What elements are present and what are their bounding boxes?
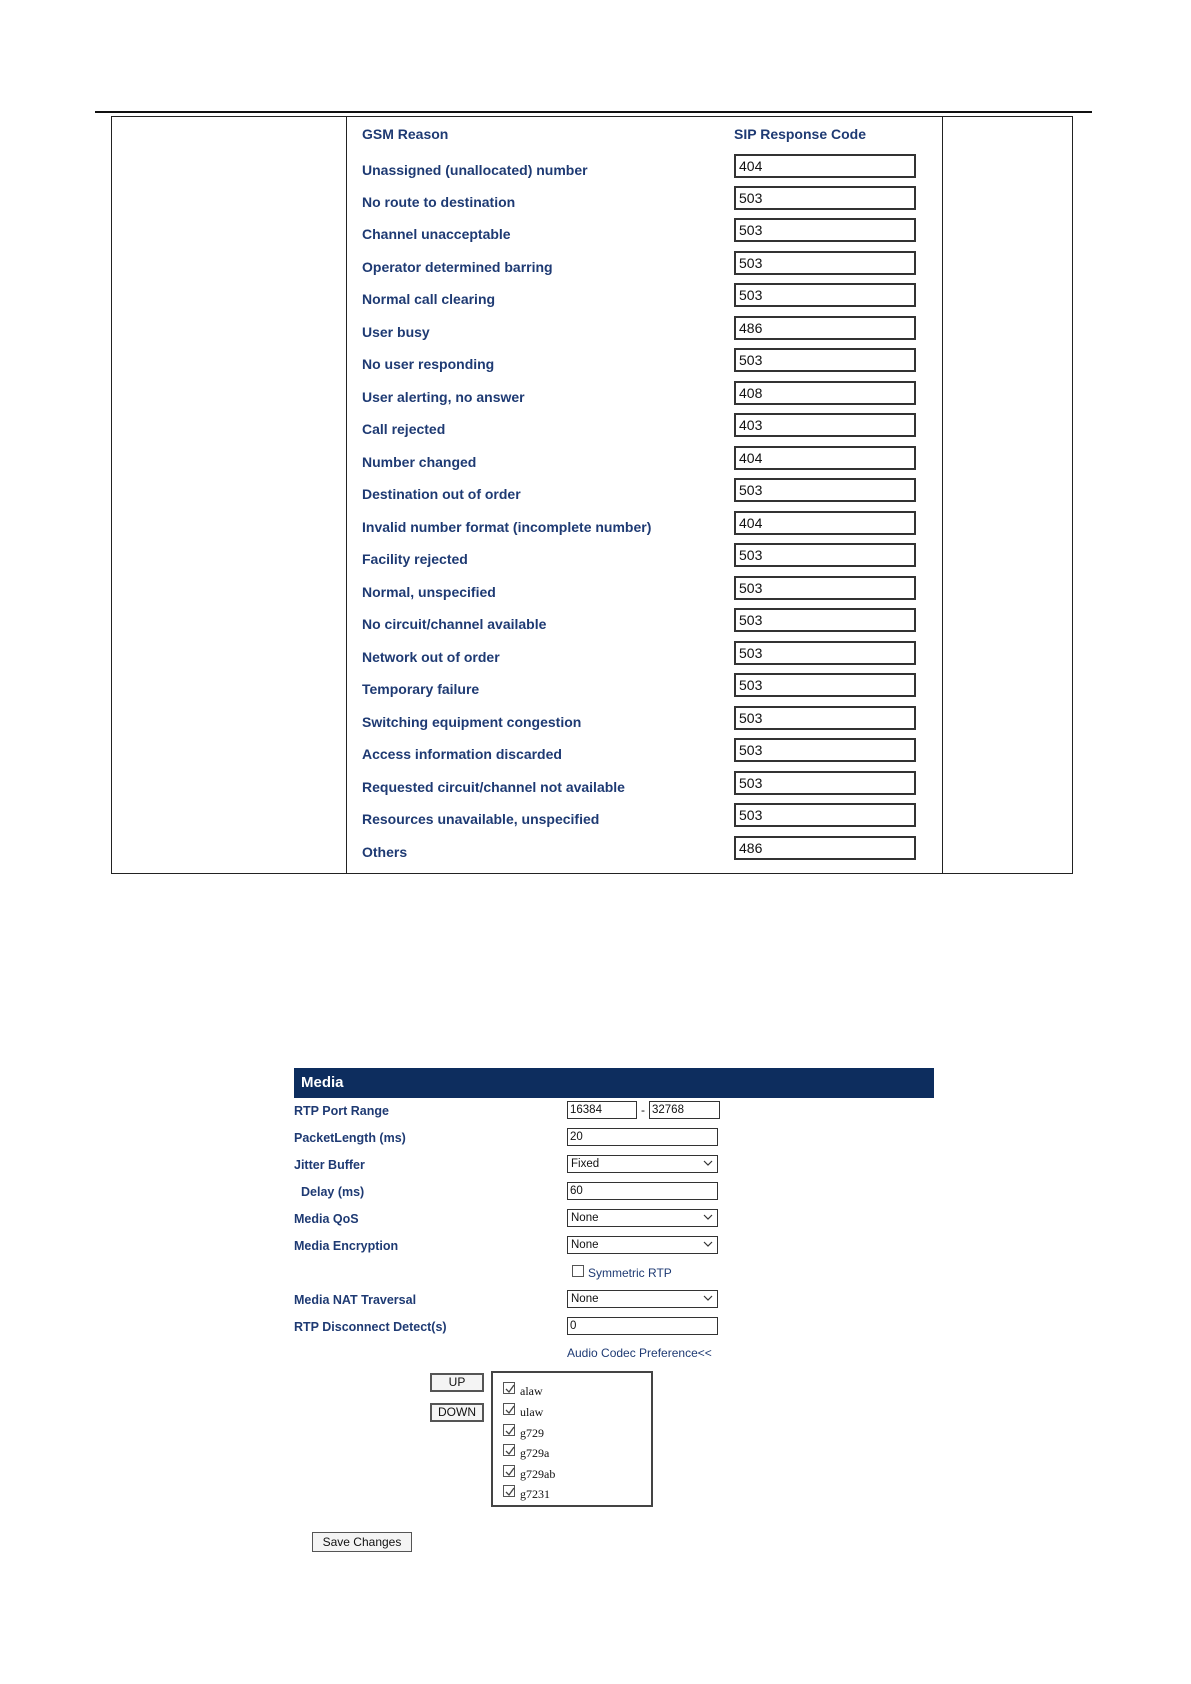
audio-codec-preference-link[interactable]: Audio Codec Preference<< xyxy=(567,1346,712,1360)
rtp-port-start-input[interactable] xyxy=(567,1101,637,1119)
table-divider-right xyxy=(942,116,943,874)
media-nat-traversal-select[interactable] xyxy=(567,1290,718,1308)
media-qos-selected: None xyxy=(571,1212,599,1224)
table-row xyxy=(362,511,917,543)
check-icon xyxy=(504,1425,516,1437)
sip-code-input[interactable] xyxy=(734,543,916,567)
table-row xyxy=(362,348,917,380)
symmetric-rtp-label: Symmetric RTP xyxy=(588,1266,672,1280)
sip-code-input[interactable] xyxy=(734,154,916,178)
packet-length-input[interactable] xyxy=(567,1128,718,1146)
gsm-reason-label: Resources unavailable, unspecified xyxy=(362,811,600,827)
chevron-down-icon xyxy=(703,1158,713,1168)
media-encryption-label: Media Encryption xyxy=(294,1239,399,1253)
codec-checkbox[interactable] xyxy=(503,1382,515,1394)
jitter-buffer-select[interactable] xyxy=(567,1155,718,1173)
page-top-rule xyxy=(95,111,1092,113)
table-row xyxy=(362,154,917,186)
jitter-buffer-selected: Fixed xyxy=(571,1158,600,1170)
table-row xyxy=(362,641,917,673)
sip-code-input[interactable] xyxy=(734,803,916,827)
table-row xyxy=(362,251,917,283)
gsm-reason-label: Switching equipment congestion xyxy=(362,714,582,730)
codec-name: g729 xyxy=(520,1426,544,1440)
sip-code-input[interactable] xyxy=(734,348,916,372)
check-icon xyxy=(504,1404,516,1416)
table-row xyxy=(362,218,917,250)
media-nat-traversal-label: Media NAT Traversal xyxy=(294,1293,417,1307)
delay-label: Delay (ms) xyxy=(301,1185,365,1199)
table-row xyxy=(362,381,917,413)
gsm-reason-label: Others xyxy=(362,844,408,860)
sip-code-input[interactable] xyxy=(734,446,916,470)
codec-name: g729ab xyxy=(520,1467,556,1481)
gsm-reason-label: Requested circuit/channel not available xyxy=(362,779,625,795)
sip-code-input[interactable] xyxy=(734,641,916,665)
table-row xyxy=(362,803,917,835)
check-icon xyxy=(504,1486,516,1498)
rtp-disconnect-input[interactable] xyxy=(567,1317,718,1335)
chevron-down-icon xyxy=(703,1212,713,1222)
gsm-reason-label: Call rejected xyxy=(362,421,446,437)
gsm-reason-label: Number changed xyxy=(362,454,477,470)
rtp-port-range-label: RTP Port Range xyxy=(294,1104,389,1118)
chevron-down-icon xyxy=(703,1239,713,1249)
table-row xyxy=(362,478,917,510)
codec-name: g7231 xyxy=(520,1487,550,1501)
table-row xyxy=(362,543,917,575)
codec-list xyxy=(491,1371,653,1507)
sip-code-input[interactable] xyxy=(734,836,916,860)
gsm-reason-label: No user responding xyxy=(362,356,495,372)
codec-name: alaw xyxy=(520,1384,543,1398)
sip-code-input[interactable] xyxy=(734,413,916,437)
codec-checkbox[interactable] xyxy=(503,1485,515,1497)
sip-code-input[interactable] xyxy=(734,738,916,762)
gsm-reason-label: User busy xyxy=(362,324,430,340)
codec-name: ulaw xyxy=(520,1405,544,1419)
media-encryption-select[interactable] xyxy=(567,1236,718,1254)
sip-code-input[interactable] xyxy=(734,218,916,242)
table-row xyxy=(362,771,917,803)
table-row xyxy=(362,316,917,348)
sip-code-input[interactable] xyxy=(734,706,916,730)
table-row xyxy=(362,738,917,770)
save-changes-button[interactable]: Save Changes xyxy=(312,1532,412,1552)
delay-input[interactable] xyxy=(567,1182,718,1200)
table-row xyxy=(362,186,917,218)
media-panel-header: Media xyxy=(294,1068,934,1098)
sip-code-input[interactable] xyxy=(734,316,916,340)
sip-code-input[interactable] xyxy=(734,576,916,600)
port-range-separator: - xyxy=(641,1103,645,1117)
gsm-reason-label: Normal call clearing xyxy=(362,291,496,307)
codec-name: g729a xyxy=(520,1446,550,1460)
codec-checkbox[interactable] xyxy=(503,1403,515,1415)
gsm-reason-label: Access information discarded xyxy=(362,746,562,762)
gsm-reason-label: Unassigned (unallocated) number xyxy=(362,162,588,178)
table-row xyxy=(362,576,917,608)
media-qos-label: Media QoS xyxy=(294,1212,359,1226)
gsm-reason-label: Facility rejected xyxy=(362,551,468,567)
sip-code-input[interactable] xyxy=(734,771,916,795)
sip-code-input[interactable] xyxy=(734,511,916,535)
sip-code-input[interactable] xyxy=(734,283,916,307)
media-encryption-selected: None xyxy=(571,1239,599,1251)
sip-response-code-header: SIP Response Code xyxy=(734,126,867,142)
gsm-reason-label: No route to destination xyxy=(362,194,516,210)
sip-code-input[interactable] xyxy=(734,673,916,697)
gsm-reason-label: No circuit/channel available xyxy=(362,616,547,632)
table-row xyxy=(362,836,917,868)
table-row xyxy=(362,446,917,478)
codec-checkbox[interactable] xyxy=(503,1465,515,1477)
check-icon xyxy=(504,1383,516,1395)
sip-code-input[interactable] xyxy=(734,251,916,275)
chevron-down-icon xyxy=(703,1293,713,1303)
gsm-reason-header: GSM Reason xyxy=(362,126,449,142)
gsm-reason-label: Normal, unspecified xyxy=(362,584,496,600)
sip-code-input[interactable] xyxy=(734,186,916,210)
sip-code-input[interactable] xyxy=(734,381,916,405)
gsm-reason-label: Temporary failure xyxy=(362,681,480,697)
check-icon xyxy=(504,1445,516,1457)
table-row xyxy=(362,608,917,640)
gsm-reason-label: Operator determined barring xyxy=(362,259,553,275)
packet-length-label: PacketLength (ms) xyxy=(294,1131,406,1145)
media-nat-traversal-selected: None xyxy=(571,1293,599,1305)
table-divider-left xyxy=(346,116,347,874)
codec-up-button[interactable]: UP xyxy=(430,1373,484,1392)
gsm-reason-label: Network out of order xyxy=(362,649,500,665)
gsm-reason-label: Destination out of order xyxy=(362,486,521,502)
table-row xyxy=(362,706,917,738)
media-qos-select[interactable] xyxy=(567,1209,718,1227)
table-row xyxy=(362,413,917,445)
gsm-reason-label: Channel unacceptable xyxy=(362,226,511,242)
symmetric-rtp-checkbox[interactable] xyxy=(572,1265,584,1277)
rtp-disconnect-label: RTP Disconnect Detect(s) xyxy=(294,1320,447,1334)
table-row xyxy=(362,283,917,315)
gsm-reason-label: User alerting, no answer xyxy=(362,389,525,405)
codec-checkbox[interactable] xyxy=(503,1424,515,1436)
sip-code-input[interactable] xyxy=(734,608,916,632)
rtp-port-end-input[interactable] xyxy=(649,1101,720,1119)
check-icon xyxy=(504,1466,516,1478)
sip-code-input[interactable] xyxy=(734,478,916,502)
jitter-buffer-label: Jitter Buffer xyxy=(294,1158,365,1172)
table-row xyxy=(362,673,917,705)
codec-checkbox[interactable] xyxy=(503,1444,515,1456)
codec-down-button[interactable]: DOWN xyxy=(430,1403,484,1422)
gsm-reason-label: Invalid number format (incomplete number) xyxy=(362,519,652,535)
